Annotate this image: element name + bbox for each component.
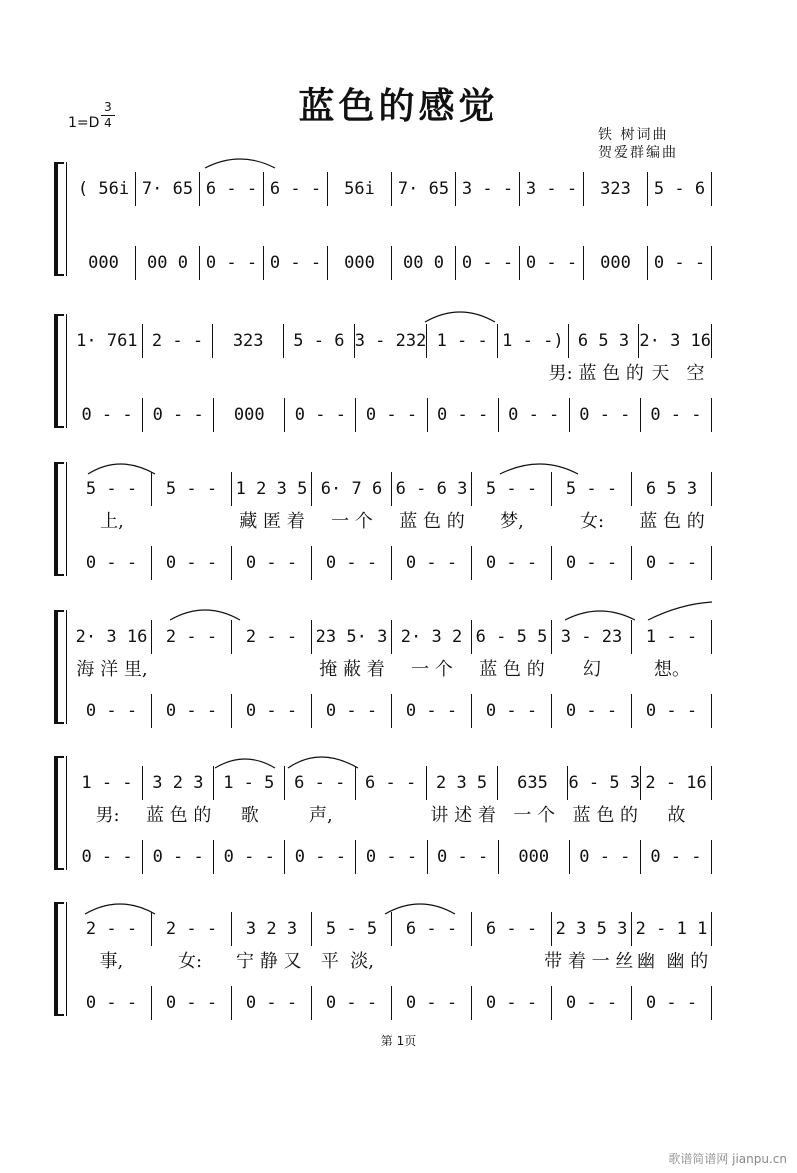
measure: 3 - - [456,172,520,206]
measure: 0 - - [428,840,499,874]
measure: 6· 7 6 [312,472,392,506]
measure: 5 - - [72,472,152,506]
lyric-segment: 幽 幽 的 [637,951,709,972]
measure: 5 - 6 [284,324,355,358]
measure: 0 - - [552,546,632,580]
slur [205,159,275,168]
measure: 6 - 5 3 [568,766,641,800]
slur [425,312,495,322]
measure: 0 - - [143,840,214,874]
measure: 0 - - [232,694,312,728]
credit-lyricist-composer: 铁 树词曲 [598,127,669,143]
measure: 6 5 3 [569,324,640,358]
measure: 0 - - [72,840,143,874]
lyric-segment: 蓝 色 的 [399,511,465,532]
lyric-segment: 讲 述 着 [430,805,496,826]
measure: 0 - - [570,398,641,432]
measure: 23 5· 3 [312,620,392,654]
measure: 5 - - [472,472,552,506]
measure: 5 - 5 [312,912,392,946]
lyric-segment: 宁 静 又 [235,951,302,972]
measure: 0 - - [428,398,499,432]
measure: 000 [499,840,570,874]
lyric-segment: 女: [579,511,605,532]
measure: 0 - - [641,840,712,874]
lyric-segment: 掩 蔽 着 [319,659,385,680]
lyric-segment: 声, [309,805,333,826]
measure: 0 - - [312,546,392,580]
lyric-segment: 蓝 色 的 [479,659,545,680]
measure: 0 - - [648,246,712,280]
slur [565,611,635,620]
key-signature: 1=D [68,115,100,131]
lyric-segment: 故 [667,805,686,826]
measure: 0 - - [472,546,552,580]
lyric-segment: 歌 [240,805,259,826]
measure: 6 - - [285,766,356,800]
measure: 0 - - [632,546,712,580]
measure: 3 2 3 [143,766,214,800]
measure: 2 - 16 [641,766,712,800]
measure: 56i [328,172,392,206]
measure: 0 - - [632,694,712,728]
credit-arranger: 贺爱群编曲 [598,145,678,161]
measure: 0 - - [456,246,520,280]
measure: 1 - - [632,620,712,654]
measure: 5 - - [152,472,232,506]
measure: 0 - - [214,840,285,874]
measure: 000 [584,246,648,280]
measure: 0 - - [552,986,632,1020]
measure: 0 - - [472,694,552,728]
watermark: 歌谱简谱网 jianpu.cn [668,1152,787,1166]
measure: 0 - - [72,986,152,1020]
measure: 1 - 5 [214,766,285,800]
slur [88,464,155,474]
lyric-segment: 海 洋 里, [76,659,148,680]
measure: 2 3 5 [427,766,498,800]
measure: 0 - - [72,694,152,728]
measure: 0 - - [152,694,232,728]
measure: 2 - - [152,620,232,654]
measure: 0 - - [570,840,641,874]
measure: 635 [498,766,569,800]
measure: 5 - 6 [648,172,712,206]
lyric-segment: 男: [95,805,120,826]
song-title: 蓝色的感觉 [298,85,499,127]
measure: 0 - - [264,246,328,280]
measure: 1 - - [427,324,498,358]
measure: 0 - - [392,986,472,1020]
measure: 0 - - [143,398,214,432]
slur [500,464,578,474]
measure: 0 - - [312,986,392,1020]
measure: 3 - - [520,172,584,206]
measure: 6 - - [392,912,472,946]
measure: 2 - - [72,912,152,946]
slur [170,610,240,620]
measure: 2 - 1 1 [632,912,712,946]
measure: 0 - - [356,398,427,432]
slur [385,904,455,914]
lyric-segment: 事, [99,951,124,972]
measure: 6 - - [200,172,264,206]
measure: 0 - - [312,694,392,728]
slur [288,757,358,768]
measure: 0 - - [520,246,584,280]
measure: 0 - - [72,546,152,580]
time-signature-top: 3 [104,100,112,114]
lyric-segment: 带 着 一 丝 [544,951,634,972]
page-number: 第 1页 [380,1034,417,1048]
measure: 0 - - [356,840,427,874]
measure: 0 - - [392,694,472,728]
lyric-segment: 男: 蓝 色 的 [548,363,644,384]
measure: 7· 65 [136,172,200,206]
measure: 0 - - [152,986,232,1020]
time-signature-bottom: 4 [101,115,115,131]
measure: 0 - - [392,546,472,580]
slur [215,759,275,768]
lyric-segment: 天 空 [651,363,705,384]
measure: 6 - 6 3 [392,472,472,506]
measure: 2· 3 2 [392,620,472,654]
measure: 2· 3 16 [639,324,712,358]
measure: 2 3 5 3 [552,912,632,946]
lyric-segment: 平 淡, [320,951,374,972]
measure: 000 [72,246,136,280]
lyric-segment: 幻 [583,659,601,680]
measure: 1 2 3 5 [232,472,312,506]
measure: 0 - - [72,398,143,432]
measure: 0 - - [472,986,552,1020]
measure: 00 0 [392,246,456,280]
measure: 6 - 5 5 [472,620,552,654]
lyric-segment: 蓝 色 的 [145,805,212,826]
measure: 323 [213,324,284,358]
measure: 0 - - [285,840,356,874]
measure: 0 - - [232,986,312,1020]
measure: 00 0 [136,246,200,280]
measure: 3 2 3 [232,912,312,946]
lyric-segment: 蓝 色 的 [639,511,705,532]
lyric-segment: 蓝 色 的 [572,805,639,826]
lyric-segment: 想。 [654,659,690,680]
measure: 1 - -) [498,324,569,358]
measure: 0 - - [632,986,712,1020]
measure: 5 - - [552,472,632,506]
lyric-segment: 一 个 [411,659,453,680]
slur [85,904,155,914]
measure: 0 - - [152,546,232,580]
measure: 6 - - [472,912,552,946]
measure: 2 - - [152,912,232,946]
measure: 323 [584,172,648,206]
measure: 3 - 23 [552,620,632,654]
lyric-segment: 一 个 [513,805,556,826]
measure: 2· 3 16 [72,620,152,654]
measure: 0 - - [285,398,356,432]
measure: 0 - - [232,546,312,580]
measure: 1 - - [72,766,143,800]
measure: 6 - - [356,766,427,800]
measure: 000 [214,398,285,432]
lyric-segment: 一 个 [331,511,373,532]
measure: 3 - 232 [355,324,428,358]
slur [648,602,712,620]
measure: 2 - - [232,620,312,654]
measure: 000 [328,246,392,280]
measure: 2 - - [143,324,214,358]
lyric-segment: 梦, [500,511,524,532]
measure: 1· 761 [72,324,143,358]
measure: ( 56i [72,172,136,206]
measure: 6 5 3 [632,472,712,506]
lyric-segment: 藏 匿 着 [239,511,305,532]
lyric-segment: 上, [100,511,124,532]
measure: 0 - - [552,694,632,728]
measure: 6 - - [264,172,328,206]
measure: 0 - - [641,398,712,432]
lyric-segment: 女: [177,951,203,972]
measure: 7· 65 [392,172,456,206]
measure: 0 - - [200,246,264,280]
measure: 0 - - [499,398,570,432]
